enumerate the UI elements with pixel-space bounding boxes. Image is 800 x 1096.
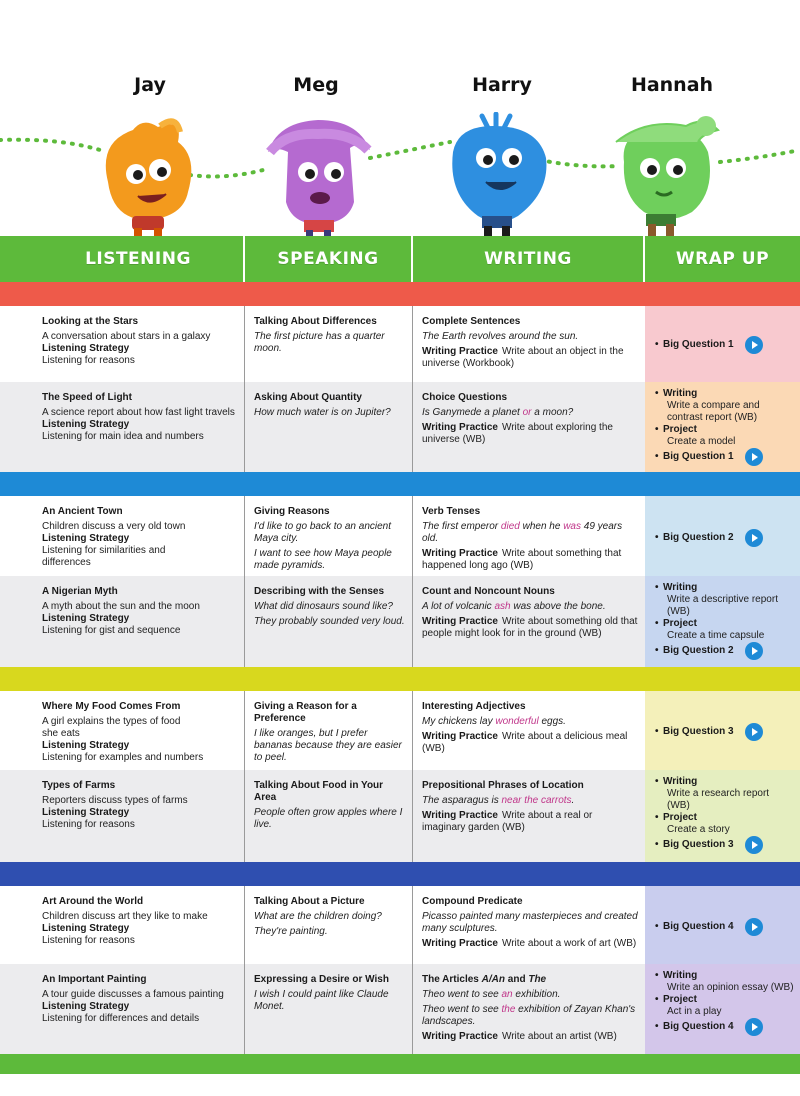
column-header-speaking: SPEAKING <box>277 249 379 269</box>
play-icon[interactable] <box>745 336 763 354</box>
table-row <box>0 576 800 667</box>
listening-cell <box>32 964 244 1054</box>
unit-4-band <box>0 862 800 886</box>
example-sentence: I wish I could paint like Claude Monet. <box>254 989 389 1012</box>
wrap-text: Write a descriptive report (WB) <box>667 594 778 617</box>
character-name-jay: Jay <box>134 74 166 96</box>
lesson-title: Art Around the World <box>42 896 144 907</box>
practice-text: Write about exploring the universe (WB) <box>422 422 613 445</box>
example-sentence: The first picture has a quarter moon. <box>254 331 385 354</box>
listening-cell <box>32 576 244 667</box>
speaking-cell <box>244 691 412 770</box>
wrap-up-cell <box>645 691 800 770</box>
big-question-link[interactable] <box>655 642 794 660</box>
wrap-text: Create a story <box>667 824 730 835</box>
big-question-label: Big Question 3 <box>663 839 734 850</box>
example-sentence: The first emperor died when he was 49 years old. <box>422 521 623 544</box>
practice-label: Writing Practice <box>422 422 498 433</box>
play-icon[interactable] <box>745 918 763 936</box>
lesson-title: Types of Farms <box>42 780 116 791</box>
writing-practice <box>422 810 638 834</box>
wrap-label: • Writing <box>655 970 794 982</box>
strategy-text: Listening for reasons <box>42 935 135 946</box>
speaking-cell <box>244 576 412 667</box>
unit-3-band <box>0 667 800 691</box>
lesson-description: A tour guide discusses a famous painting <box>42 989 224 1000</box>
listening-cell <box>32 382 244 472</box>
wrap-text: Write a compare and contrast report (WB) <box>667 400 760 423</box>
strategy-label: Listening Strategy <box>42 740 130 751</box>
example-sentence: How much water is on Jupiter? <box>254 407 391 418</box>
play-icon[interactable] <box>745 723 763 741</box>
writing-practice <box>422 731 638 755</box>
writing-cell <box>412 886 644 964</box>
wrap-text: Create a model <box>667 436 736 447</box>
strategy-label: Listening Strategy <box>42 807 130 818</box>
writing-cell <box>412 576 644 667</box>
strategy-text: Listening for differences and details <box>42 1013 200 1024</box>
lesson-title: Verb Tenses <box>422 506 481 517</box>
practice-label: Writing Practice <box>422 938 498 949</box>
column-header-wrap-up: WRAP UP <box>675 249 770 269</box>
example-sentence: They're painting. <box>254 926 328 937</box>
hannah-character-illustration <box>606 112 726 242</box>
column-separator <box>411 236 413 282</box>
lesson-title: A Nigerian Myth <box>42 586 118 597</box>
speaking-cell <box>244 886 412 964</box>
writing-practice <box>422 548 638 572</box>
lesson-description: A girl explains the types of food she eats <box>42 716 181 739</box>
wrap-up-cell <box>645 382 800 472</box>
wrap-label: • Project <box>655 994 794 1006</box>
lesson-title: Compound Predicate <box>422 896 523 907</box>
character-name-hannah: Hannah <box>630 74 714 96</box>
big-question-link[interactable] <box>655 723 794 741</box>
big-question-link[interactable] <box>655 336 794 354</box>
lesson-description: A science report about how fast light travels <box>42 407 235 418</box>
column-header-writing: WRITING <box>484 249 572 269</box>
lesson-description: Children discuss a very old town <box>42 521 186 532</box>
speaking-cell <box>244 770 412 862</box>
practice-text: Write about a delicious meal (WB) <box>422 731 628 754</box>
practice-text: Write about an artist (WB) <box>501 1031 617 1042</box>
lesson-title: Prepositional Phrases of Location <box>422 780 584 791</box>
column-header-listening: LISTENING <box>85 249 191 269</box>
practice-label: Writing Practice <box>422 616 498 627</box>
practice-text: Write about an object in the universe (Workbook) <box>422 346 624 369</box>
lesson-description: A myth about the sun and the moon <box>42 601 200 612</box>
writing-cell <box>412 496 644 576</box>
big-question-link[interactable] <box>655 836 794 854</box>
writing-cell <box>412 964 644 1054</box>
wrap-label: • Writing <box>655 776 794 788</box>
wrap-text: Write an opinion essay (WB) <box>667 982 794 993</box>
writing-practice <box>422 422 638 446</box>
example-sentence: I want to see how Maya people made pyramids. <box>254 548 392 571</box>
strategy-text: Listening for gist and sequence <box>42 625 181 636</box>
example-sentence: Is Ganymede a planet or a moon? <box>422 407 574 418</box>
speaking-cell <box>244 496 412 576</box>
strategy-text: Listening for similarities and differences <box>42 545 166 568</box>
big-question-label: Big Question 1 <box>663 339 734 350</box>
wrap-label: • Project <box>655 812 794 824</box>
practice-label: Writing Practice <box>422 1031 498 1042</box>
play-icon[interactable] <box>745 448 763 466</box>
listening-cell <box>32 770 244 862</box>
harry-character-illustration <box>438 112 558 242</box>
wrap-up-cell <box>645 496 800 576</box>
big-question-link[interactable] <box>655 448 794 466</box>
lesson-title: Expressing a Desire or Wish <box>254 974 389 985</box>
strategy-text: Listening for examples and numbers <box>42 752 204 763</box>
big-question-label: Big Question 1 <box>663 451 734 462</box>
table-row <box>0 382 800 472</box>
practice-label: Writing Practice <box>422 548 498 559</box>
play-icon[interactable] <box>745 836 763 854</box>
character-name-meg: Meg <box>293 74 339 96</box>
play-icon[interactable] <box>745 529 763 547</box>
wrap-label: • Project <box>655 424 794 436</box>
example-sentence: They probably sounded very loud. <box>254 616 405 627</box>
big-question-link[interactable] <box>655 1018 794 1036</box>
writing-cell <box>412 306 644 382</box>
lesson-description: Reporters discuss types of farms <box>42 795 188 806</box>
big-question-label: Big Question 3 <box>663 726 734 737</box>
writing-practice <box>422 1031 638 1043</box>
wrap-up-cell <box>645 964 800 1054</box>
listening-cell <box>32 496 244 576</box>
table-row <box>0 691 800 770</box>
listening-cell <box>32 886 244 964</box>
big-question-label: Big Question 2 <box>663 645 734 656</box>
big-question-label: Big Question 4 <box>663 921 734 932</box>
lesson-title: An Important Painting <box>42 974 147 985</box>
column-separator <box>243 236 245 282</box>
practice-text: Write about a real or imaginary garden (WB) <box>422 810 593 833</box>
writing-practice <box>422 938 638 950</box>
lesson-title: Talking About Food in Your Area <box>254 780 384 803</box>
writing-cell <box>412 691 644 770</box>
speaking-cell <box>244 306 412 382</box>
example-sentence: The asparagus is near the carrots. <box>422 795 575 806</box>
lesson-title: Describing with the Senses <box>254 586 385 597</box>
example-sentence: Theo went to see the exhibition of Zayan Khan's landscapes. <box>422 1004 636 1027</box>
jay-character-illustration <box>88 112 208 242</box>
lesson-title: Asking About Quantity <box>254 392 362 403</box>
table-row <box>0 886 800 964</box>
example-sentence: What did dinosaurs sound like? <box>254 601 393 612</box>
meg-character-illustration <box>258 112 378 242</box>
big-question-link[interactable] <box>655 529 794 547</box>
speaking-cell <box>244 382 412 472</box>
wrap-text: Write a research report (WB) <box>667 788 770 811</box>
play-icon[interactable] <box>745 642 763 660</box>
listening-cell <box>32 306 244 382</box>
lesson-title: Giving Reasons <box>254 506 330 517</box>
example-sentence: What are the children doing? <box>254 911 382 922</box>
practice-text: Write about something old that people might look for in the ground (WB) <box>422 616 638 639</box>
wrap-up-cell <box>645 306 800 382</box>
lesson-title: Complete Sentences <box>422 316 521 327</box>
play-icon[interactable] <box>745 1018 763 1036</box>
wrap-up-cell <box>645 886 800 964</box>
unit-1-band <box>0 282 800 306</box>
example-sentence: I'd like to go back to an ancient Maya city. <box>254 521 391 544</box>
strategy-label: Listening Strategy <box>42 1001 130 1012</box>
writing-cell <box>412 770 644 862</box>
wrap-up-cell <box>645 770 800 862</box>
table-row <box>0 306 800 382</box>
strategy-label: Listening Strategy <box>42 533 130 544</box>
footer-band <box>0 1054 800 1074</box>
example-sentence: My chickens lay wonderful eggs. <box>422 716 566 727</box>
lesson-title: The Articles A/An and The <box>422 974 547 985</box>
table-row <box>0 770 800 862</box>
strategy-label: Listening Strategy <box>42 613 130 624</box>
practice-text: Write about something that happened long ago (WB) <box>422 548 622 571</box>
practice-text: Write about a work of art (WB) <box>501 938 637 949</box>
lesson-title: Where My Food Comes From <box>42 701 181 712</box>
wrap-label: • Writing <box>655 582 794 594</box>
example-sentence: The Earth revolves around the sun. <box>422 331 579 342</box>
column-separator <box>643 236 645 282</box>
wrap-text: Act in a play <box>667 1006 722 1017</box>
strategy-label: Listening Strategy <box>42 923 130 934</box>
wrap-up-cell <box>645 576 800 667</box>
big-question-label: Big Question 4 <box>663 1021 734 1032</box>
character-banner <box>0 0 800 236</box>
wrap-label: • Writing <box>655 388 794 400</box>
wrap-label: • Project <box>655 618 794 630</box>
writing-cell <box>412 382 644 472</box>
listening-cell <box>32 691 244 770</box>
practice-label: Writing Practice <box>422 810 498 821</box>
example-sentence: Theo went to see an exhibition. <box>422 989 561 1000</box>
writing-practice <box>422 616 638 640</box>
lesson-title: Giving a Reason for a Preference <box>254 701 357 724</box>
strategy-label: Listening Strategy <box>42 419 130 430</box>
writing-practice <box>422 346 638 370</box>
wrap-text: Create a time capsule <box>667 630 765 641</box>
lesson-title: Choice Questions <box>422 392 508 403</box>
speaking-cell <box>244 964 412 1054</box>
practice-label: Writing Practice <box>422 346 498 357</box>
column-header-bar <box>0 236 800 282</box>
big-question-label: Big Question 2 <box>663 532 734 543</box>
lesson-description: A conversation about stars in a galaxy <box>42 331 211 342</box>
lesson-title: Talking About a Picture <box>254 896 365 907</box>
strategy-label: Listening Strategy <box>42 343 130 354</box>
example-sentence: People often grow apples where I live. <box>254 807 403 830</box>
lesson-title: Looking at the Stars <box>42 316 139 327</box>
example-sentence: A lot of volcanic ash was above the bone. <box>422 601 606 612</box>
table-row <box>0 964 800 1054</box>
character-name-harry: Harry <box>472 74 532 96</box>
lesson-description: Children discuss art they like to make <box>42 911 208 922</box>
unit-2-band <box>0 472 800 496</box>
practice-label: Writing Practice <box>422 731 498 742</box>
lesson-title: An Ancient Town <box>42 506 123 517</box>
lesson-title: The Speed of Light <box>42 392 132 403</box>
table-row <box>0 496 800 576</box>
example-sentence: Picasso painted many masterpieces and created many sculptures. <box>422 911 638 934</box>
lesson-title: Interesting Adjectives <box>422 701 526 712</box>
strategy-text: Listening for reasons <box>42 355 135 366</box>
lesson-title: Talking About Differences <box>254 316 377 327</box>
lesson-title: Count and Noncount Nouns <box>422 586 555 597</box>
big-question-link[interactable] <box>655 918 794 936</box>
strategy-text: Listening for main idea and numbers <box>42 431 204 442</box>
strategy-text: Listening for reasons <box>42 819 135 830</box>
example-sentence: I like oranges, but I prefer bananas because they are easier to peel. <box>254 728 402 763</box>
